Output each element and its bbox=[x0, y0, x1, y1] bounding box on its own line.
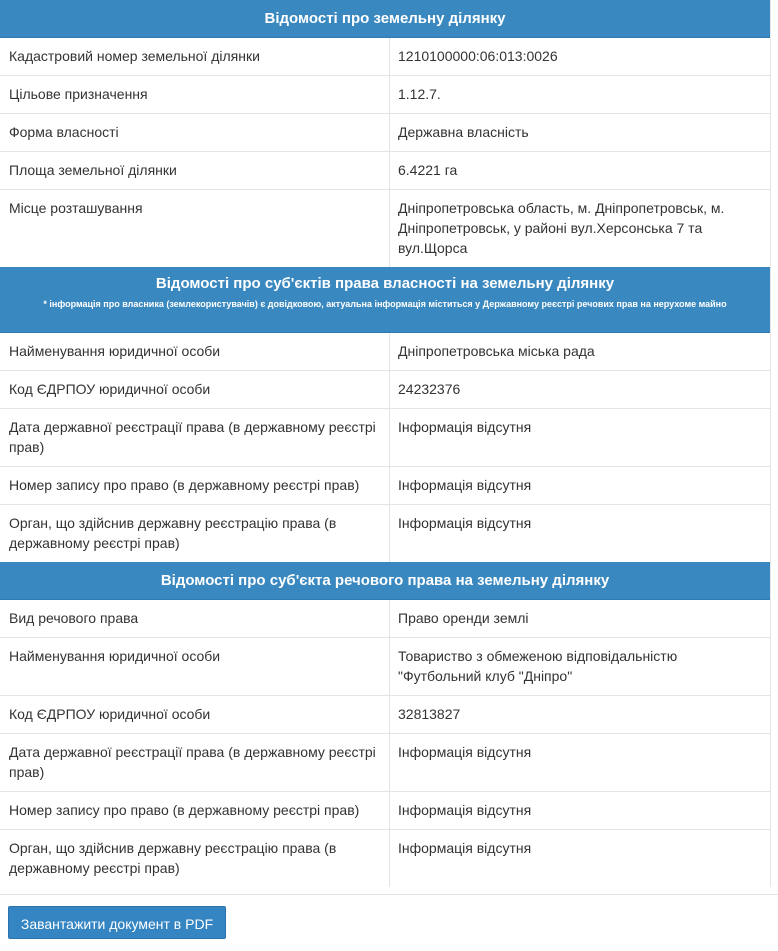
download-pdf-button[interactable]: Завантажити документ в PDF bbox=[8, 906, 226, 939]
real-right-section-header bbox=[0, 562, 770, 600]
land-section-title: Відомості про земельну ділянку bbox=[264, 10, 506, 27]
land-section-header bbox=[0, 0, 770, 38]
row-value: Інформація відсутня bbox=[390, 467, 771, 505]
owner-section-header bbox=[0, 267, 770, 333]
table-row bbox=[0, 638, 770, 696]
row-value: 6.4221 га bbox=[390, 152, 771, 190]
table-row bbox=[0, 114, 770, 152]
land-info-table bbox=[0, 38, 770, 267]
row-value: Державна власність bbox=[390, 114, 771, 152]
table-row bbox=[0, 38, 770, 76]
row-value: Інформація відсутня bbox=[390, 830, 771, 888]
table-row bbox=[0, 600, 770, 638]
table-row bbox=[0, 190, 770, 268]
row-label: Номер запису про право (в державному реєстрі прав) bbox=[0, 467, 390, 505]
table-row bbox=[0, 505, 770, 563]
row-value: Право оренди землі bbox=[398, 610, 529, 626]
row-label: Найменування юридичної особи bbox=[0, 333, 390, 371]
real-right-section-title: Відомості про суб'єкта речового права на земельну ділянку bbox=[160, 572, 610, 589]
row-label: Орган, що здійснив державну реєстрацію права (в державному реєстрі прав) bbox=[0, 505, 390, 563]
row-value: 1.12.7. bbox=[390, 76, 771, 114]
row-label: Код ЄДРПОУ юридичної особи bbox=[0, 371, 390, 409]
table-row bbox=[0, 467, 770, 505]
owner-section-title: Відомості про суб'єктів права власності на земельну ділянку bbox=[155, 275, 615, 292]
row-value: Інформація відсутня bbox=[390, 792, 771, 830]
row-label: Форма власності bbox=[0, 114, 390, 152]
row-value: Дніпропетровська область, м. Дніпропетровськ, м. Дніпропетровськ, у районі вул.Херсонська 7 та вул.Щорса bbox=[390, 190, 771, 268]
row-value: Інформація відсутня bbox=[390, 505, 771, 563]
table-row bbox=[0, 409, 770, 467]
table-row bbox=[0, 333, 770, 371]
row-label: Номер запису про право (в державному реєстрі прав) bbox=[0, 792, 390, 830]
row-label: Вид речового права bbox=[0, 600, 390, 638]
row-value: 32813827 bbox=[390, 696, 771, 734]
owner-info-table bbox=[0, 333, 770, 562]
table-row bbox=[0, 76, 770, 114]
row-label: Дата державної реєстрації права (в державному реєстрі прав) bbox=[0, 409, 390, 467]
real-right-info-table bbox=[0, 600, 770, 887]
row-value: Інформація відсутня bbox=[390, 409, 771, 467]
row-label: Найменування юридичної особи bbox=[0, 638, 390, 696]
table-row bbox=[0, 696, 770, 734]
row-label: Код ЄДРПОУ юридичної особи bbox=[0, 696, 390, 734]
row-label: Кадастровий номер земельної ділянки bbox=[0, 38, 390, 76]
owner-section-note: * інформація про власника (землекористувачів) є довідковою, актуальна інформація міститься у Державному реєстрі речових прав на нерухоме майно bbox=[43, 299, 727, 309]
row-value: Інформація відсутня bbox=[390, 734, 771, 792]
row-label: Місце розташування bbox=[0, 190, 390, 268]
table-row bbox=[0, 830, 770, 888]
table-row bbox=[0, 734, 770, 792]
row-value: Дніпропетровська міська рада bbox=[398, 343, 595, 359]
row-value: Товариство з обмеженою відповідальністю "Футбольний клуб "Дніпро" bbox=[390, 638, 771, 696]
row-label: Цільове призначення bbox=[0, 76, 390, 114]
row-label: Дата державної реєстрації права (в державному реєстрі прав) bbox=[0, 734, 390, 792]
row-label: Площа земельної ділянки bbox=[0, 152, 390, 190]
table-row bbox=[0, 152, 770, 190]
row-value: 1210100000:06:013:0026 bbox=[398, 48, 558, 64]
footer-bar bbox=[0, 894, 778, 951]
row-value: 24232376 bbox=[390, 371, 771, 409]
table-row bbox=[0, 371, 770, 409]
table-row bbox=[0, 792, 770, 830]
row-label: Орган, що здійснив державну реєстрацію права (в державному реєстрі прав) bbox=[0, 830, 390, 888]
